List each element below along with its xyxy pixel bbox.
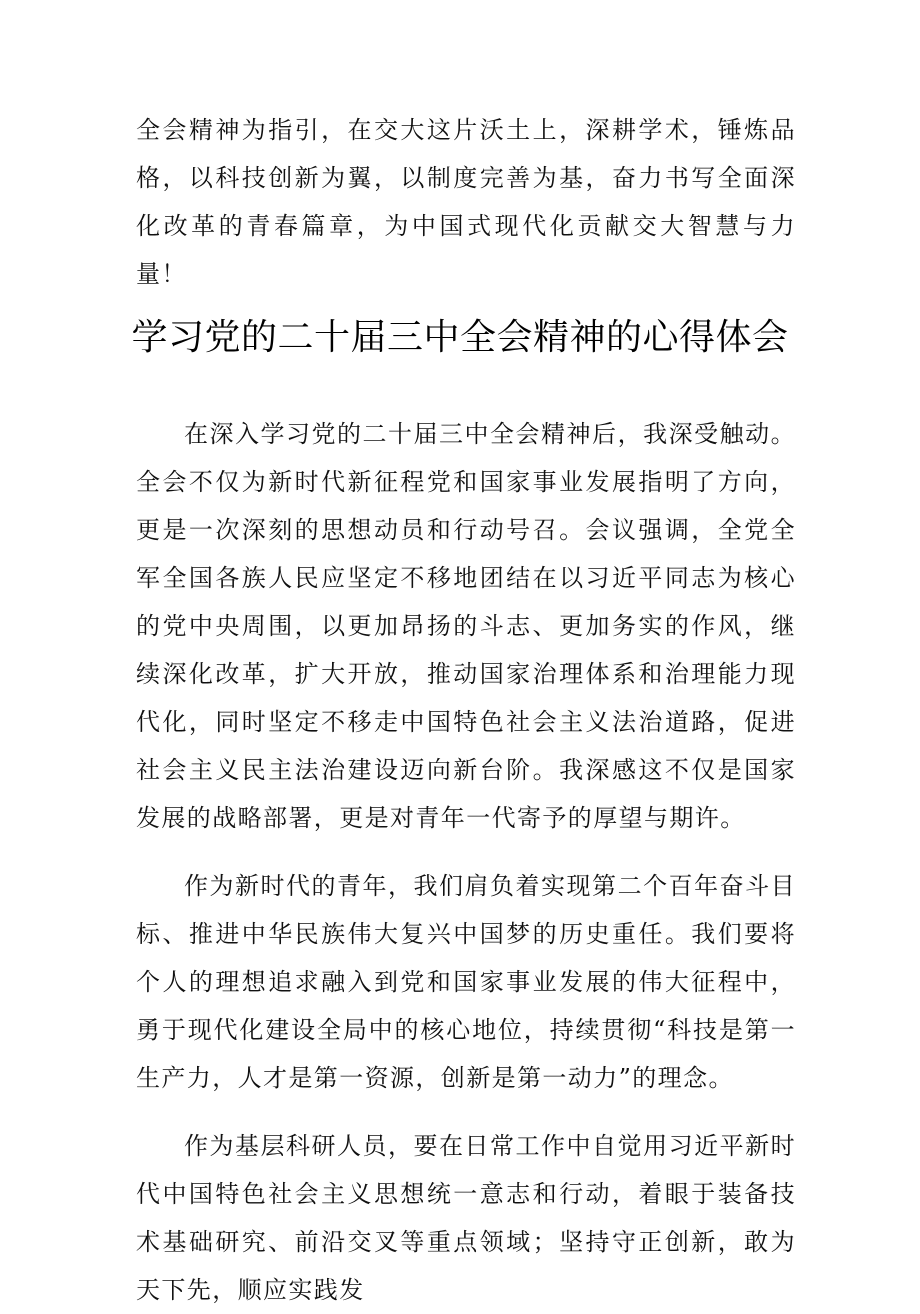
body-paragraphs: [136, 410, 796, 1314]
continued-paragraph: 全会精神为指引，在交大这片沃土上，深耕学术，锤炼品格，以科技创新为翼，以制度完善为基，奋力书写全面深化改革的青春篇章，为中国式现代化贡献交大智慧与力量！: [136, 116, 796, 288]
paragraph: 作为基层科研人员，要在日常工作中自觉用习近平新时代中国特色社会主义思想统一意志和行动，着眼于装备技术基础研究、前沿交叉等重点领域；坚持守正创新，敢为天下先，顺应实践发: [136, 1132, 796, 1304]
paragraph: 作为新时代的青年，我们肩负着实现第二个百年奋斗目标、推进中华民族伟大复兴中国梦的历史重任。我们要将个人的理想追求融入到党和国家事业发展的伟大征程中，勇于现代化建设全局中的核心地位，持续贯彻“科技是第一生产力，人才是第一资源，创新是第一动力”的理念。: [136, 872, 796, 1092]
paragraph: 在深入学习党的二十届三中全会精神后，我深受触动。全会不仅为新时代新征程党和国家事业发展指明了方向，更是一次深刻的思想动员和行动号召。会议强调，全党全军全国各族人民应坚定不移地团结在以习近平同志为核心的党中央周围，以更加昂扬的斗志、更加务实的作风，继续深化改革，扩大开放，推动国家治理体系和治理能力现代化，同时坚定不移走中国特色社会主义法治道路，促进社会主义民主法治建设迈向新台阶。我深感这不仅是国家发展的战略部署，更是对青年一代寄予的厚望与期许。: [136, 420, 796, 832]
document-title: 学习党的二十届三中全会精神的心得体会: [131, 317, 789, 358]
